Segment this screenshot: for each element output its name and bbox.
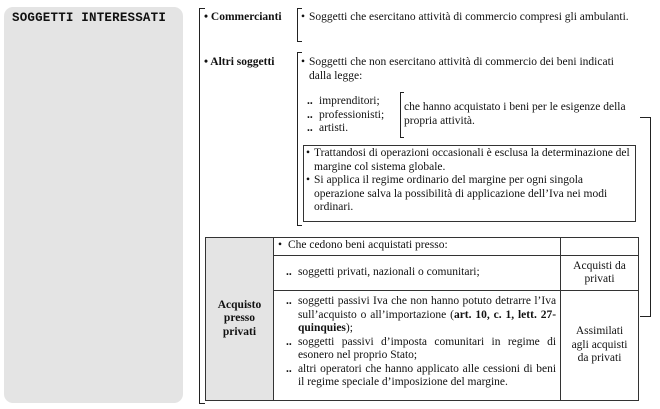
row2-text-cell	[273, 291, 560, 401]
acquisto-label: Acquisto presso privati	[217, 298, 262, 338]
categories-bracket-top	[400, 92, 404, 93]
commercianti-label: • Commercianti	[204, 11, 282, 23]
categories-bracket	[400, 92, 401, 138]
acquisto-header-cell	[273, 238, 560, 256]
acquisto-header: • Che cedono beni acquistati presso:	[277, 239, 448, 251]
row2-item: .. soggetti passivi d’imposta comunitari in regime di esonero nel proprio Stato;	[285, 335, 557, 361]
right-connector-vertical	[650, 117, 651, 317]
category-item: .. professionisti;	[307, 108, 385, 121]
categories-bracket-bottom	[400, 137, 404, 138]
category-item: .. imprenditori;	[307, 95, 380, 107]
outer-bracket-top	[199, 8, 205, 9]
outer-bracket-left	[199, 8, 200, 404]
sidebar-panel	[4, 7, 183, 403]
categories-note: che hanno acquistato i beni per le esigenze della propria attività.	[404, 101, 626, 127]
row2-result-cell	[561, 291, 639, 401]
commercianti-text: • Soggetti che esercitano attività di commercio compresi gli ambulanti.	[301, 11, 629, 23]
category-item: .. artisti.	[307, 122, 349, 134]
sidebar-title: SOGGETTI INTERESSATI	[12, 11, 167, 25]
acquisto-header-empty	[561, 238, 639, 256]
note-item: • Trattandosi di operazioni occasionali è esclusa la determinazione del margine col sistema globale.	[306, 147, 630, 173]
commercianti-bracket	[297, 8, 298, 42]
row2-item: .. altri operatori che hanno applicato alle cessioni di beni il regime speciale d’imposizione del margine.	[285, 362, 557, 388]
altri-bracket	[297, 52, 298, 226]
row1-result-cell	[561, 256, 639, 291]
acquisto-label-cell	[206, 238, 274, 401]
row2-result: Assimilati agli acquisti da privati	[571, 325, 628, 365]
right-connector-bottom	[640, 316, 651, 317]
note-item: • Si applica il regime ordinario del margine per ogni singola operazione salva la possibilità di applicazione dell’Iva nei modi ordinari.	[306, 174, 608, 213]
notes-box	[303, 145, 636, 222]
altri-soggetti-text: • Soggetti che non esercitano attività di commercio dei beni indicati dalla legge:	[301, 56, 614, 82]
altri-bracket-bottom	[297, 225, 302, 226]
row1-text: .. soggetti privati, nazionali o comunitari;	[285, 266, 480, 279]
acquisto-table	[205, 237, 639, 401]
commercianti-bracket-bottom	[297, 41, 302, 42]
altri-bracket-top	[297, 52, 302, 53]
row1-text-cell	[273, 256, 560, 291]
commercianti-bracket-top	[297, 8, 302, 9]
row1-result: Acquisti da privati	[573, 259, 626, 285]
categories-list	[307, 95, 397, 136]
outer-bracket-bottom	[199, 403, 205, 404]
row2-item: .. soggetti passivi Iva che non hanno potuto detrarre l’Iva sull’acquisto o all’importazione (art. 10, c. 1, lett. 27-quinquies);	[285, 295, 557, 334]
altri-soggetti-label: • Altri soggetti	[204, 56, 275, 68]
